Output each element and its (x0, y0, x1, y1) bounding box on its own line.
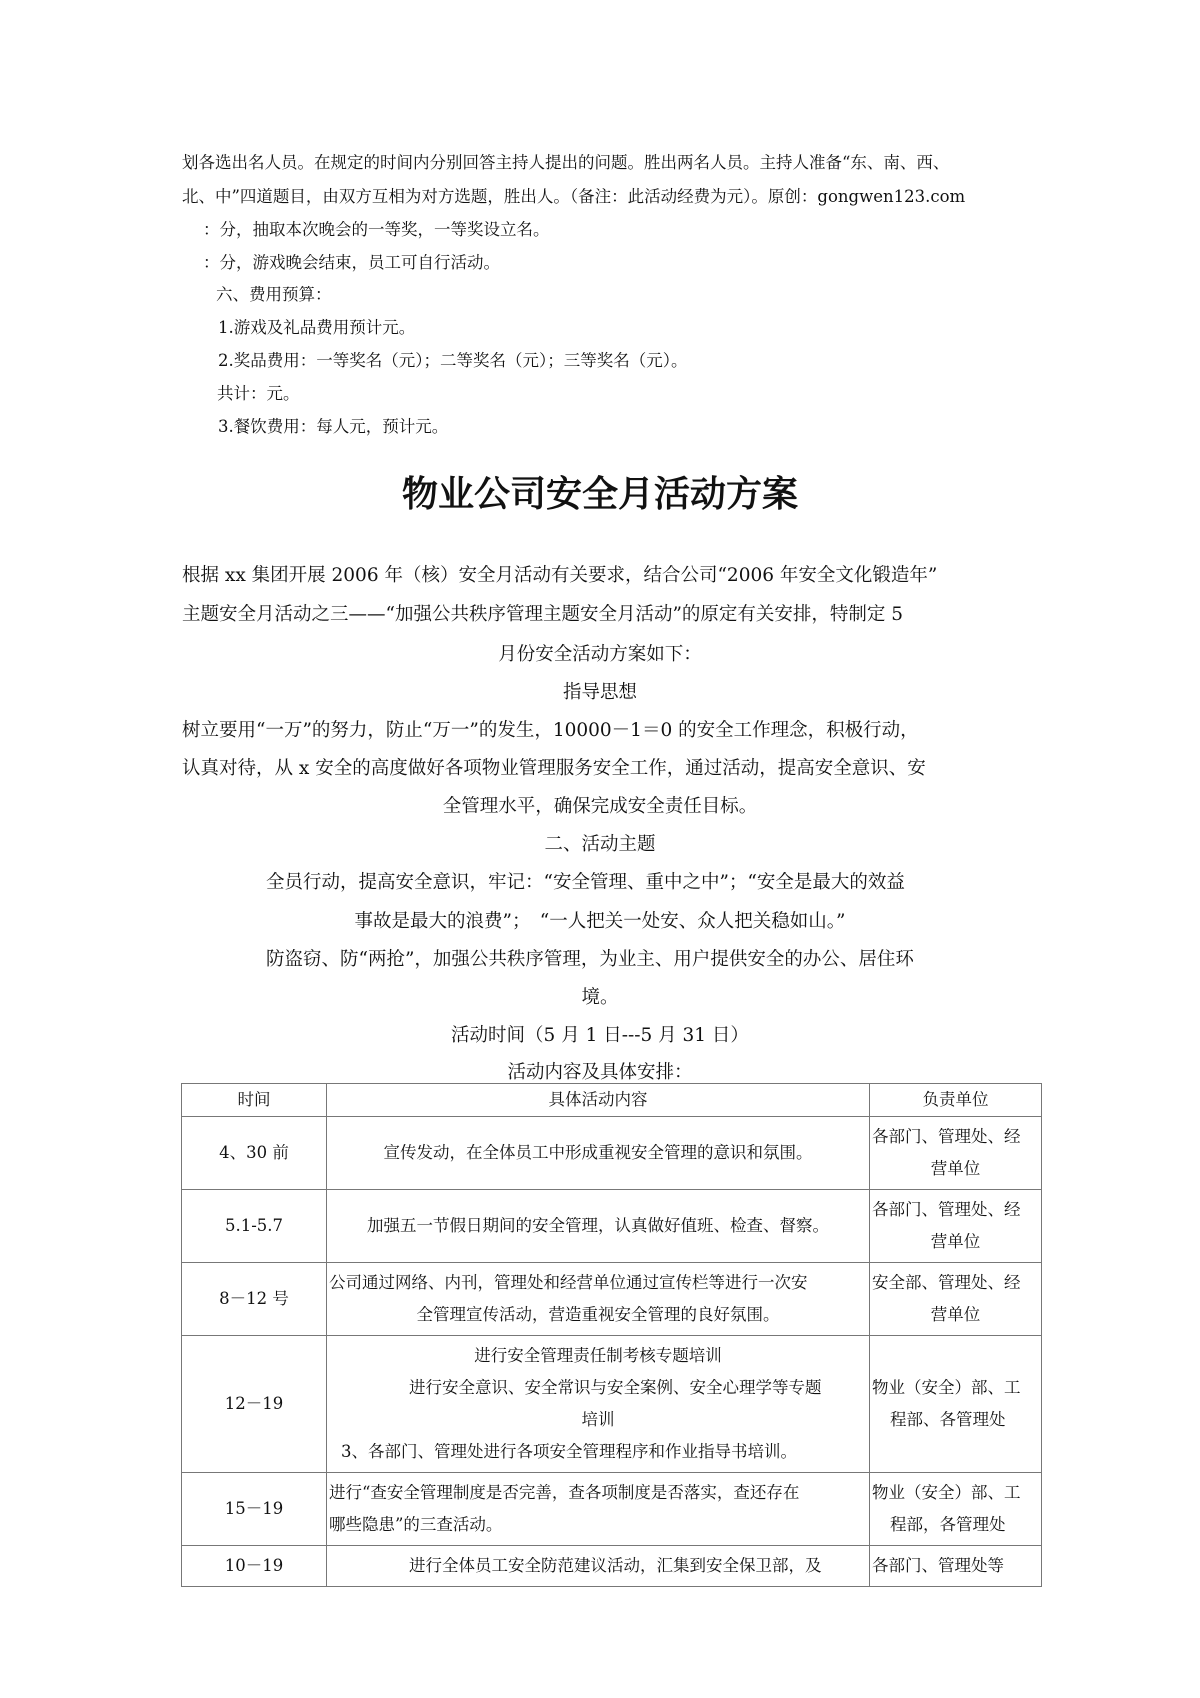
cell-unit-line: 程部、各管理处 (890, 1410, 1006, 1429)
text-line: 根据 xx 集团开展 2006 年（核）安全月活动有关要求，结合公司“2006 年安全文化锻造年” (182, 565, 938, 586)
text-line: 主题安全月活动之三——“加强公共秩序管理主题安全月活动”的原定有关安排，特制定 5 (182, 604, 904, 625)
cell-time: 5.1-5.7 (182, 1190, 327, 1263)
cell-unit-line: 营单位 (930, 1159, 981, 1178)
text-line: 3.餐饮费用：每人元，预计元。 (218, 417, 449, 436)
cell-content-line: 公司通过网络、内刊，管理处和经营单位通过宣传栏等进行一次安 (329, 1273, 808, 1292)
cell-unit (870, 1117, 1042, 1190)
cell-unit-line: 程部，各管理处 (890, 1515, 1006, 1534)
text-line: 全员行动，提高安全意识，牢记：“安全管理、重中之中”；“安全是最大的效益 (266, 872, 905, 893)
section-heading-activity-content: 活动内容及具体安排： (507, 1062, 693, 1083)
table-row (182, 1190, 1042, 1263)
cell-content-line: 进行全体员工安全防范建议活动，汇集到安全保卫部，及 (409, 1556, 822, 1575)
cell-unit-line: 安全部、管理处、经 (872, 1273, 1021, 1292)
table-row (182, 1473, 1042, 1546)
cell-unit (870, 1336, 1042, 1473)
cell-content-line: 进行安全管理责任制考核专题培训 (474, 1346, 722, 1365)
text-line: ：分，抽取本次晚会的一等奖，一等奖设立名。 (203, 220, 550, 239)
document-title: 物业公司安全月活动方案 (401, 474, 798, 515)
cell-content-line: 进行“查安全管理制度是否完善，查各项制度是否落实，查还存在 (329, 1483, 800, 1502)
text-line: 事故是最大的浪费”； “一人把关一处安、众人把关稳如山。” (354, 911, 846, 932)
section-heading-guiding-idea: 指导思想 (562, 682, 637, 703)
text-line: 防盗窃、防“两抢”，加强公共秩序管理，为业主、用户提供安全的办公、居住环 (266, 949, 914, 970)
text-line: 认真对待，从 x 安全的高度做好各项物业管理服务安全工作，通过活动，提高安全意识、安 (182, 758, 926, 779)
cell-content (327, 1473, 870, 1546)
text-line: 北、中”四道题目，由双方互相为对方选题，胜出人。（备注：此活动经费为元）。原创：gongwen123.com (182, 187, 966, 206)
column-header-unit: 负责单位 (870, 1084, 1042, 1117)
cell-unit-line: 营单位 (930, 1232, 981, 1251)
text-line: 2.奖品费用：一等奖名（元）；二等奖名（元）；三等奖名（元）。 (218, 351, 688, 370)
cell-content-line: 进行安全意识、安全常识与安全案例、安全心理学等专题 (409, 1378, 822, 1397)
cell-time: 10－19 (182, 1546, 327, 1587)
cell-content-line: 培训 (581, 1410, 615, 1429)
schedule-table (181, 1083, 1042, 1587)
section-heading-theme: 二、活动主题 (544, 834, 656, 855)
cell-content (327, 1117, 870, 1190)
cell-content-line: 加强五一节假日期间的安全管理，认真做好值班、检查、督察。 (367, 1216, 829, 1235)
cell-content-line: 哪些隐患”的三查活动。 (329, 1515, 503, 1534)
cell-time: 12－19 (182, 1336, 327, 1473)
cell-unit-line: 物业（安全）部、工 (872, 1378, 1021, 1397)
column-header-time: 时间 (182, 1084, 327, 1117)
cell-content (327, 1190, 870, 1263)
table-row (182, 1263, 1042, 1336)
table-row (182, 1336, 1042, 1473)
text-line: 树立要用“一万”的努力，防止“万一”的发生，10000－1＝0 的安全工作理念，积极行动， (182, 720, 919, 741)
cell-unit (870, 1190, 1042, 1263)
table-header-row (182, 1084, 1042, 1117)
cell-unit-line: 各部门、管理处等 (872, 1556, 1004, 1575)
cell-unit (870, 1263, 1042, 1336)
cell-time: 4、30 前 (182, 1117, 327, 1190)
section-heading-budget: 六、费用预算： (216, 285, 332, 304)
cell-unit-line: 各部门、管理处、经 (872, 1200, 1021, 1219)
text-line: 境。 (581, 987, 619, 1008)
text-line: 月份安全活动方案如下： (498, 644, 702, 665)
cell-unit (870, 1546, 1042, 1587)
cell-time: 8－12 号 (182, 1263, 327, 1336)
cell-content (327, 1336, 870, 1473)
table-row (182, 1117, 1042, 1190)
cell-content (327, 1546, 870, 1587)
text-line: ：分，游戏晚会结束，员工可自行活动。 (203, 253, 500, 272)
text-line: 1.游戏及礼品费用预计元。 (218, 318, 416, 337)
text-line: 划各选出名人员。在规定的时间内分别回答主持人提出的问题。胜出两名人员。主持人准备“东、南、西、 (182, 153, 950, 172)
cell-unit-line: 营单位 (930, 1305, 981, 1324)
cell-content-line: 全管理宣传活动，营造重视安全管理的良好氛围。 (416, 1305, 780, 1324)
cell-unit (870, 1473, 1042, 1546)
cell-content-line: 3、各部门、管理处进行各项安全管理程序和作业指导书培训。 (341, 1442, 797, 1461)
text-line: 共计：元。 (217, 384, 300, 403)
cell-content-line: 宣传发动，在全体员工中形成重视安全管理的意识和氛围。 (383, 1143, 813, 1162)
cell-unit-line: 物业（安全）部、工 (872, 1483, 1021, 1502)
cell-content (327, 1263, 870, 1336)
text-line: 全管理水平，确保完成安全责任目标。 (442, 796, 758, 817)
table-row (182, 1546, 1042, 1587)
cell-time: 15－19 (182, 1473, 327, 1546)
cell-unit-line: 各部门、管理处、经 (872, 1127, 1021, 1146)
column-header-content: 具体活动内容 (327, 1084, 870, 1117)
section-heading-activity-time: 活动时间（5 月 1 日---5 月 31 日） (451, 1025, 749, 1046)
